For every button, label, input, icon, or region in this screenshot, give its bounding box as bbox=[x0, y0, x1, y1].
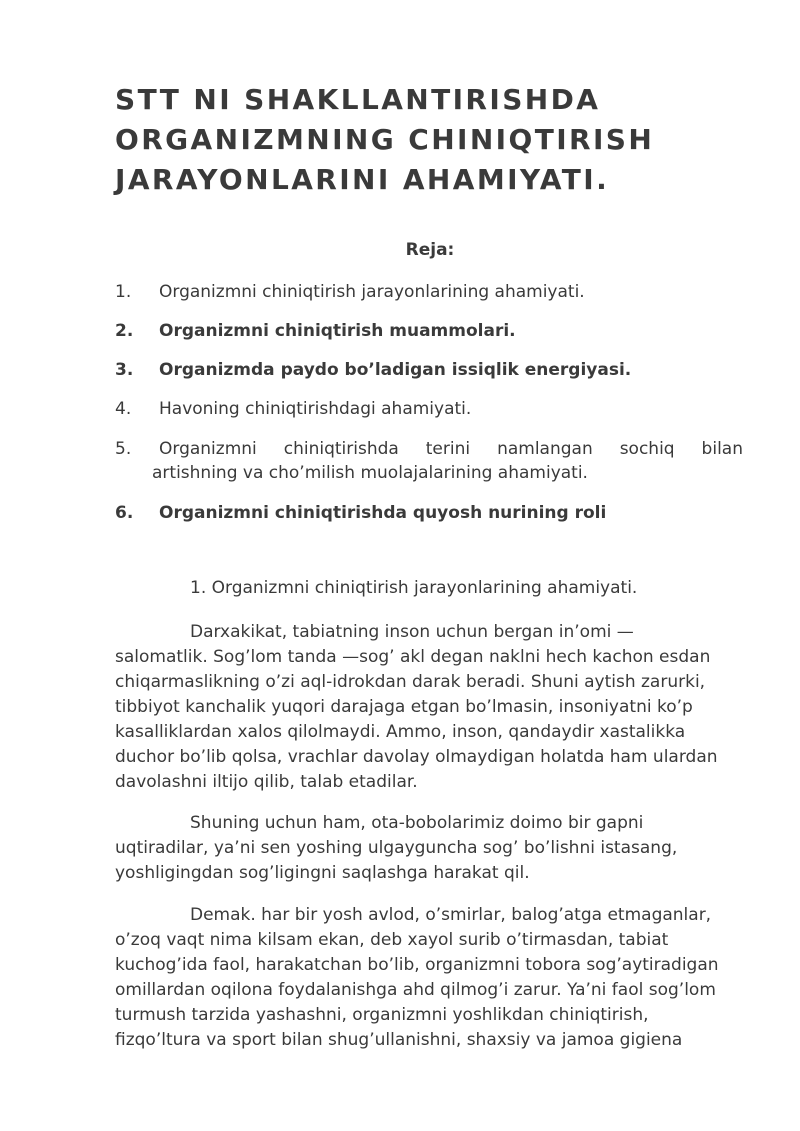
section-heading: 1. Organizmni chiniqtirish jarayonlarining ahamiyati. bbox=[190, 578, 638, 598]
body-paragraph bbox=[115, 811, 755, 886]
plan-item-text: Organizmni chiniqtirish jarayonlarining ahamiyati. bbox=[159, 282, 585, 302]
paragraph-line: yoshligingdan sog’ligingni saqlashga harakat qil. bbox=[115, 863, 530, 883]
paragraph-line: chiqarmaslikning o’zi aql-idrokdan darak beradi. Shuni aytish zarurki, bbox=[115, 672, 706, 692]
plan-item bbox=[115, 437, 743, 485]
plan-item-text: Organizmda paydo bo’ladigan issiqlik energiyasi. bbox=[159, 360, 632, 380]
title-line: STT NI SHAKLLANTIRISHDA bbox=[115, 83, 601, 116]
plan-item-number: 2. bbox=[115, 321, 134, 341]
paragraph-line: Darxakikat, tabiatning inson uchun bergan in’omi — bbox=[190, 622, 634, 642]
paragraph-line: Demak. har bir yosh avlod, o’smirlar, balog’atga etmaganlar, bbox=[190, 905, 712, 925]
title-line: JARAYONLARINI AHAMIYATI. bbox=[115, 163, 610, 196]
plan-item-text: Organizmni chiniqtirishda quyosh nurining roli bbox=[159, 503, 607, 523]
plan-item-number: 1. bbox=[115, 282, 132, 302]
body-paragraph bbox=[115, 903, 755, 1053]
plan-item-text: Havoning chiniqtirishdagi ahamiyati. bbox=[159, 399, 472, 419]
plan-item-number: 6. bbox=[115, 503, 134, 523]
paragraph-line: Shuning uchun ham, ota-bobolarimiz doimo bir gapni bbox=[190, 813, 644, 833]
plan-item bbox=[115, 397, 743, 421]
paragraph-line: uqtiradilar, ya’ni sen yoshing ulgayguncha sog’ bo’lishni istasang, bbox=[115, 838, 678, 858]
plan-item-number: 4. bbox=[115, 399, 132, 419]
paragraph-line: o’zoq vaqt nima kilsam ekan, deb xayol surib o’tirmasdan, tabiat bbox=[115, 930, 669, 950]
paragraph-line: duchor bo’lib qolsa, vrachlar davolay olmaydigan holatda ham ulardan bbox=[115, 747, 718, 767]
paragraph-line: tibbiyot kanchalik yuqori darajaga etgan bo’lmasin, insoniyatni ko’p bbox=[115, 697, 693, 717]
paragraph-line: kuchog’ida faol, harakatchan bo’lib, organizmni tobora sog’aytiradigan bbox=[115, 955, 719, 975]
plan-item-number: 3. bbox=[115, 360, 134, 380]
paragraph-line: davolashni iltijo qilib, talab etadilar. bbox=[115, 772, 418, 792]
plan-item bbox=[115, 280, 743, 304]
plan-item-text: Organizmni chiniqtirish muammolari. bbox=[159, 321, 516, 341]
plan-item-text: Organizmni chiniqtirishda terini namlangan sochiq bilan bbox=[159, 439, 743, 459]
plan-item bbox=[115, 319, 743, 343]
plan-item bbox=[115, 501, 743, 525]
plan-item bbox=[115, 358, 743, 382]
paragraph-line: salomatlik. Sog’lom tanda —sog’ akl degan naklni hech kachon esdan bbox=[115, 647, 711, 667]
title-line: ORGANIZMNING CHINIQTIRISH bbox=[115, 123, 655, 156]
document-title bbox=[115, 80, 735, 200]
paragraph-line: turmush tarzida yashashni, organizmni yoshlikdan chiniqtirish, bbox=[115, 1005, 649, 1025]
plan-heading: Reja: bbox=[405, 240, 455, 260]
plan-item-text-continued: artishning va cho’milish muolajalarining ahamiyati. bbox=[152, 463, 588, 483]
paragraph-line: fizqo’ltura va sport bilan shug’ullanishni, shaxsiy va jamoa gigiena bbox=[115, 1030, 683, 1050]
paragraph-line: kasalliklardan xalos qilolmaydi. Ammo, inson, qandaydir xastalikka bbox=[115, 722, 686, 742]
body-paragraph bbox=[115, 620, 755, 795]
plan-item-number: 5. bbox=[115, 439, 132, 459]
paragraph-line: omillardan oqilona foydalanishga ahd qilmog’i zarur. Ya’ni faol sog’lom bbox=[115, 980, 716, 1000]
